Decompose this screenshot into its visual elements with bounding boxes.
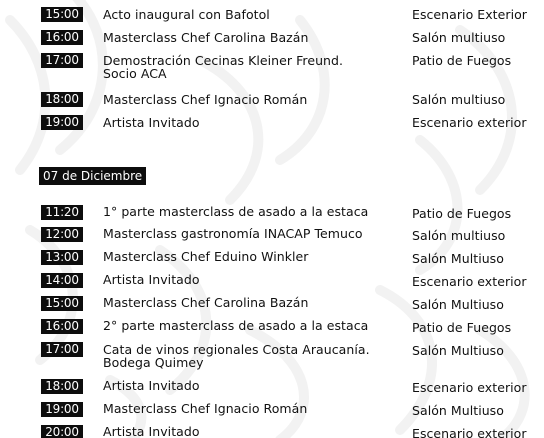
event-title: Masterclass gastronomía INACAP Temuco bbox=[103, 226, 363, 241]
time-badge: 19:00 bbox=[41, 115, 83, 130]
schedule-row bbox=[0, 205, 544, 225]
event-title: 2° parte masterclass de asado a la estaca bbox=[103, 318, 369, 333]
time-badge: 18:00 bbox=[41, 379, 83, 394]
time-badge: 19:00 bbox=[41, 402, 83, 417]
event-title: 1° parte masterclass de asado a la estaca bbox=[103, 204, 369, 219]
schedule-row bbox=[0, 7, 544, 27]
schedule-row bbox=[0, 250, 544, 270]
schedule-row bbox=[0, 92, 544, 112]
event-title: Acto inaugural con Bafotol bbox=[103, 7, 270, 22]
event-title: Masterclass Chef Carolina Bazán bbox=[103, 295, 309, 310]
event-title: Artista Invitado bbox=[103, 425, 200, 438]
time-badge: 14:00 bbox=[41, 273, 83, 288]
event-venue: Patio de Fuegos bbox=[412, 206, 512, 221]
time-badge: 15:00 bbox=[41, 296, 83, 311]
event-title: Artista Invitado bbox=[103, 272, 200, 287]
event-venue: Salón Multiuso bbox=[412, 343, 504, 358]
event-title: Demostración Cecinas Kleiner Freund. Socio ACA bbox=[103, 53, 344, 81]
schedule-row bbox=[0, 342, 544, 370]
time-badge: 13:00 bbox=[41, 250, 83, 265]
event-venue: Escenario exterior bbox=[412, 380, 527, 395]
event-title: Masterclass Chef Carolina Bazán bbox=[103, 30, 309, 45]
time-badge: 17:00 bbox=[41, 53, 83, 68]
event-title: Artista Invitado bbox=[103, 378, 200, 393]
event-venue: Salón Multiuso bbox=[412, 297, 504, 312]
event-venue: Patio de Fuegos bbox=[412, 53, 512, 68]
schedule-row bbox=[0, 296, 544, 316]
event-venue: Salón Multiuso bbox=[412, 251, 504, 266]
event-venue: Escenario exterior bbox=[412, 274, 527, 289]
event-venue: Patio de Fuegos bbox=[412, 320, 512, 335]
date-heading-badge: 07 de Diciembre bbox=[39, 167, 146, 185]
time-badge: 17:00 bbox=[41, 342, 83, 357]
schedule-row bbox=[0, 30, 544, 50]
time-badge: 11:20 bbox=[41, 205, 83, 220]
event-venue: Escenario exterior bbox=[412, 426, 527, 438]
event-title: Artista Invitado bbox=[103, 115, 200, 130]
event-venue: Escenario Exterior bbox=[412, 7, 527, 22]
schedule-row bbox=[0, 319, 544, 339]
event-title: Masterclass Chef Eduino Winkler bbox=[103, 249, 309, 264]
time-badge: 20:00 bbox=[41, 425, 83, 438]
time-badge: 16:00 bbox=[41, 319, 83, 334]
time-badge: 12:00 bbox=[41, 227, 83, 242]
time-badge: 16:00 bbox=[41, 30, 83, 45]
schedule-row bbox=[0, 273, 544, 293]
event-venue: Salón multiuso bbox=[412, 228, 506, 243]
schedule-row bbox=[0, 115, 544, 135]
event-title: Masterclass Chef Ignacio Román bbox=[103, 401, 308, 416]
time-badge: 18:00 bbox=[41, 92, 83, 107]
event-title: Masterclass Chef Ignacio Román bbox=[103, 92, 308, 107]
schedule-row bbox=[0, 227, 544, 247]
event-venue: Salón multiuso bbox=[412, 92, 506, 107]
time-badge: 15:00 bbox=[41, 7, 83, 22]
schedule-row bbox=[0, 53, 544, 81]
event-venue: Salón multiuso bbox=[412, 30, 506, 45]
schedule-row bbox=[0, 379, 544, 399]
event-venue: Escenario exterior bbox=[412, 115, 527, 130]
schedule-row bbox=[0, 402, 544, 422]
event-venue: Salón Multiuso bbox=[412, 403, 504, 418]
event-title: Cata de vinos regionales Costa Araucanía. Bodega Quimey bbox=[103, 342, 370, 370]
schedule-row bbox=[0, 425, 544, 438]
